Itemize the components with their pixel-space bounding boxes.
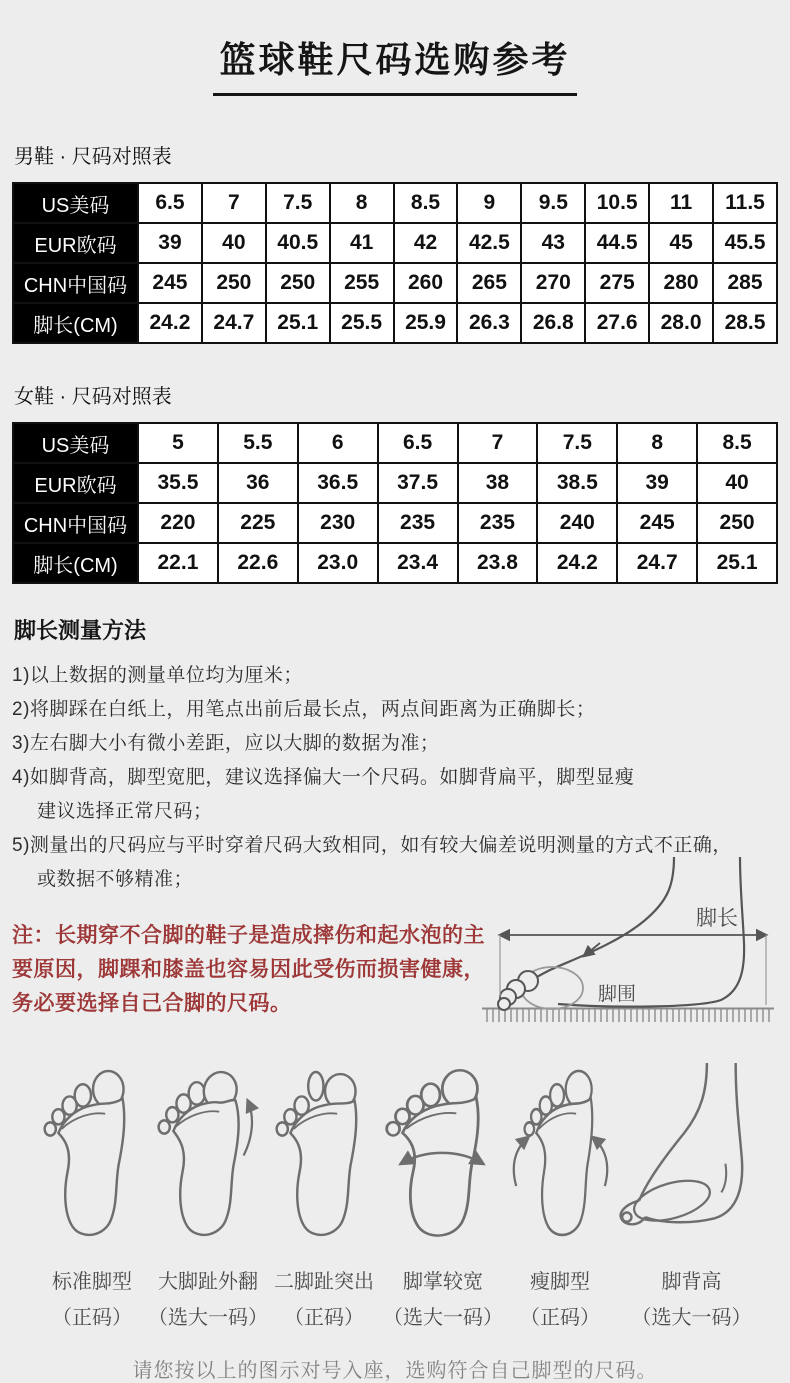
- size-cell: 37.5: [378, 463, 458, 503]
- size-cell: 24.2: [138, 303, 202, 343]
- size-cell: 6.5: [138, 183, 202, 223]
- size-cell: 40: [202, 223, 266, 263]
- footer-instruction: 请您按以上的图示对号入座，选购符合自己脚型的尺码。: [132, 1360, 658, 1382]
- size-cell: 270: [521, 263, 585, 303]
- list-item: 2)将脚踩在白纸上，用笔点出前后最长点，两点间距离为正确脚长；: [12, 699, 596, 720]
- foot-type-advice: （正码）: [520, 1307, 600, 1329]
- size-cell: 25.9: [394, 303, 458, 343]
- size-cell: 28.5: [713, 303, 777, 343]
- foot-sole-standard-icon: [36, 1061, 148, 1251]
- size-cell: 24.7: [617, 543, 697, 583]
- foot-type-long-second-toe: [268, 1061, 380, 1330]
- size-cell: 39: [138, 223, 202, 263]
- foot-sole-thin-icon: [506, 1061, 614, 1251]
- warning-note: 注：长期穿不合脚的鞋子是造成摔伤和起水泡的主要原因，脚踝和膝盖也容易因此受伤而损害健康，务必要选择自己合脚的尺码。: [12, 924, 485, 1015]
- size-cell: 23.0: [298, 543, 378, 583]
- foot-type-name: 二脚趾突出: [274, 1271, 374, 1293]
- foot-measure-diagram-icon: [478, 857, 778, 1027]
- size-cell: 8: [617, 423, 697, 463]
- size-cell: 8.5: [394, 183, 458, 223]
- foot-type-advice: （选大一码）: [148, 1307, 268, 1329]
- table-row: [13, 503, 777, 543]
- size-cell: 10.5: [585, 183, 649, 223]
- size-cell: 250: [697, 503, 777, 543]
- table-row: [13, 423, 777, 463]
- size-cell: 275: [585, 263, 649, 303]
- table-row: [13, 223, 777, 263]
- size-cell: 6: [298, 423, 378, 463]
- list-item: 1)以上数据的测量单位均为厘米；: [12, 665, 303, 686]
- row-header: CHN中国码: [13, 503, 138, 543]
- foot-type-advice: （正码）: [284, 1307, 364, 1329]
- size-cell: 44.5: [585, 223, 649, 263]
- size-cell: 45: [649, 223, 713, 263]
- list-item: 5)测量出的尺码应与平时穿着尺码大致相同，如有较大偏差说明测量的方式不正确，: [12, 835, 732, 856]
- foot-sole-long-second-toe-icon: [268, 1061, 380, 1251]
- size-cell: 7.5: [266, 183, 330, 223]
- size-cell: 26.3: [457, 303, 521, 343]
- size-cell: 285: [713, 263, 777, 303]
- foot-type-name: 大脚趾外翻: [158, 1271, 258, 1293]
- size-cell: 7: [202, 183, 266, 223]
- size-cell: 42.5: [457, 223, 521, 263]
- foot-length-label: 脚长: [696, 907, 738, 930]
- table-row: [13, 543, 777, 583]
- size-cell: 260: [394, 263, 458, 303]
- size-cell: 38: [458, 463, 538, 503]
- size-cell: 28.0: [649, 303, 713, 343]
- women-section-title: 女鞋 · 尺码对照表: [14, 386, 172, 408]
- measurement-heading: 脚长测量方法: [14, 618, 147, 643]
- size-cell: 40: [697, 463, 777, 503]
- size-cell: 250: [266, 263, 330, 303]
- foot-type-advice: （选大一码）: [631, 1307, 752, 1329]
- row-header: CHN中国码: [13, 263, 138, 303]
- size-cell: 25.1: [266, 303, 330, 343]
- size-cell: 11: [649, 183, 713, 223]
- row-header: EUR欧码: [13, 463, 138, 503]
- size-cell: 45.5: [713, 223, 777, 263]
- size-cell: 41: [330, 223, 394, 263]
- size-cell: 36.5: [298, 463, 378, 503]
- size-cell: 22.1: [138, 543, 218, 583]
- page-title: 篮球鞋尺码选购参考: [213, 32, 576, 96]
- size-cell: 25.1: [697, 543, 777, 583]
- size-cell: 38.5: [537, 463, 617, 503]
- foot-type-standard: [36, 1061, 148, 1330]
- foot-types-row: [12, 1061, 778, 1330]
- size-cell: 35.5: [138, 463, 218, 503]
- note-row: [12, 907, 778, 1021]
- foot-type-thin: [506, 1061, 614, 1330]
- size-cell: 9.5: [521, 183, 585, 223]
- size-cell: 7: [458, 423, 538, 463]
- size-cell: 240: [537, 503, 617, 543]
- size-cell: 42: [394, 223, 458, 263]
- foot-type-name: 脚背高: [661, 1271, 722, 1293]
- size-cell: 22.6: [218, 543, 298, 583]
- size-cell: 235: [458, 503, 538, 543]
- list-item: 建议选择正常尺码；: [37, 801, 213, 822]
- table-row: [13, 183, 777, 223]
- size-cell: 36: [218, 463, 298, 503]
- table-row: [13, 303, 777, 343]
- foot-sole-wide-icon: [380, 1061, 506, 1251]
- size-cell: 9: [457, 183, 521, 223]
- row-header: US美码: [13, 423, 138, 463]
- foot-type-wide: [380, 1061, 506, 1330]
- row-header: US美码: [13, 183, 138, 223]
- list-item: 3)左右脚大小有微小差距，应以大脚的数据为准；: [12, 733, 440, 754]
- size-cell: 24.2: [537, 543, 617, 583]
- size-cell: 8: [330, 183, 394, 223]
- size-cell: 8.5: [697, 423, 777, 463]
- size-cell: 6.5: [378, 423, 458, 463]
- size-cell: 11.5: [713, 183, 777, 223]
- size-cell: 24.7: [202, 303, 266, 343]
- men-size-table: [12, 182, 778, 344]
- foot-type-valgus: [148, 1061, 268, 1330]
- size-cell: 230: [298, 503, 378, 543]
- size-cell: 245: [138, 263, 202, 303]
- list-item: 4)如脚背高，脚型宽肥，建议选择偏大一个尺码。如脚背扁平，脚型显瘦: [12, 767, 635, 788]
- list-item: 或数据不够精准；: [37, 869, 194, 890]
- women-size-table: [12, 422, 778, 584]
- foot-type-name: 脚掌较宽: [403, 1271, 483, 1293]
- foot-side-high-instep-icon: [614, 1061, 769, 1251]
- size-cell: 225: [218, 503, 298, 543]
- table-row: [13, 263, 777, 303]
- size-cell: 25.5: [330, 303, 394, 343]
- foot-type-advice: （选大一码）: [383, 1307, 503, 1329]
- foot-type-high-instep: [614, 1061, 769, 1330]
- size-cell: 280: [649, 263, 713, 303]
- size-cell: 5: [138, 423, 218, 463]
- size-cell: 5.5: [218, 423, 298, 463]
- size-cell: 265: [457, 263, 521, 303]
- foot-sole-valgus-icon: [152, 1061, 264, 1251]
- title-row: [12, 32, 778, 96]
- size-cell: 23.8: [458, 543, 538, 583]
- size-cell: 43: [521, 223, 585, 263]
- men-section-title: 男鞋 · 尺码对照表: [14, 146, 172, 168]
- size-cell: 245: [617, 503, 697, 543]
- row-header: 脚长(CM): [13, 303, 138, 343]
- foot-girth-label: 脚围: [598, 984, 637, 1005]
- size-cell: 255: [330, 263, 394, 303]
- size-cell: 40.5: [266, 223, 330, 263]
- size-cell: 7.5: [537, 423, 617, 463]
- foot-type-name: 标准脚型: [52, 1271, 132, 1293]
- size-cell: 235: [378, 503, 458, 543]
- foot-type-name: 瘦脚型: [530, 1271, 590, 1293]
- size-cell: 26.8: [521, 303, 585, 343]
- size-cell: 23.4: [378, 543, 458, 583]
- size-cell: 27.6: [585, 303, 649, 343]
- row-header: 脚长(CM): [13, 543, 138, 583]
- size-cell: 39: [617, 463, 697, 503]
- table-row: [13, 463, 777, 503]
- size-cell: 220: [138, 503, 218, 543]
- size-cell: 250: [202, 263, 266, 303]
- row-header: EUR欧码: [13, 223, 138, 263]
- foot-type-advice: （正码）: [52, 1307, 132, 1329]
